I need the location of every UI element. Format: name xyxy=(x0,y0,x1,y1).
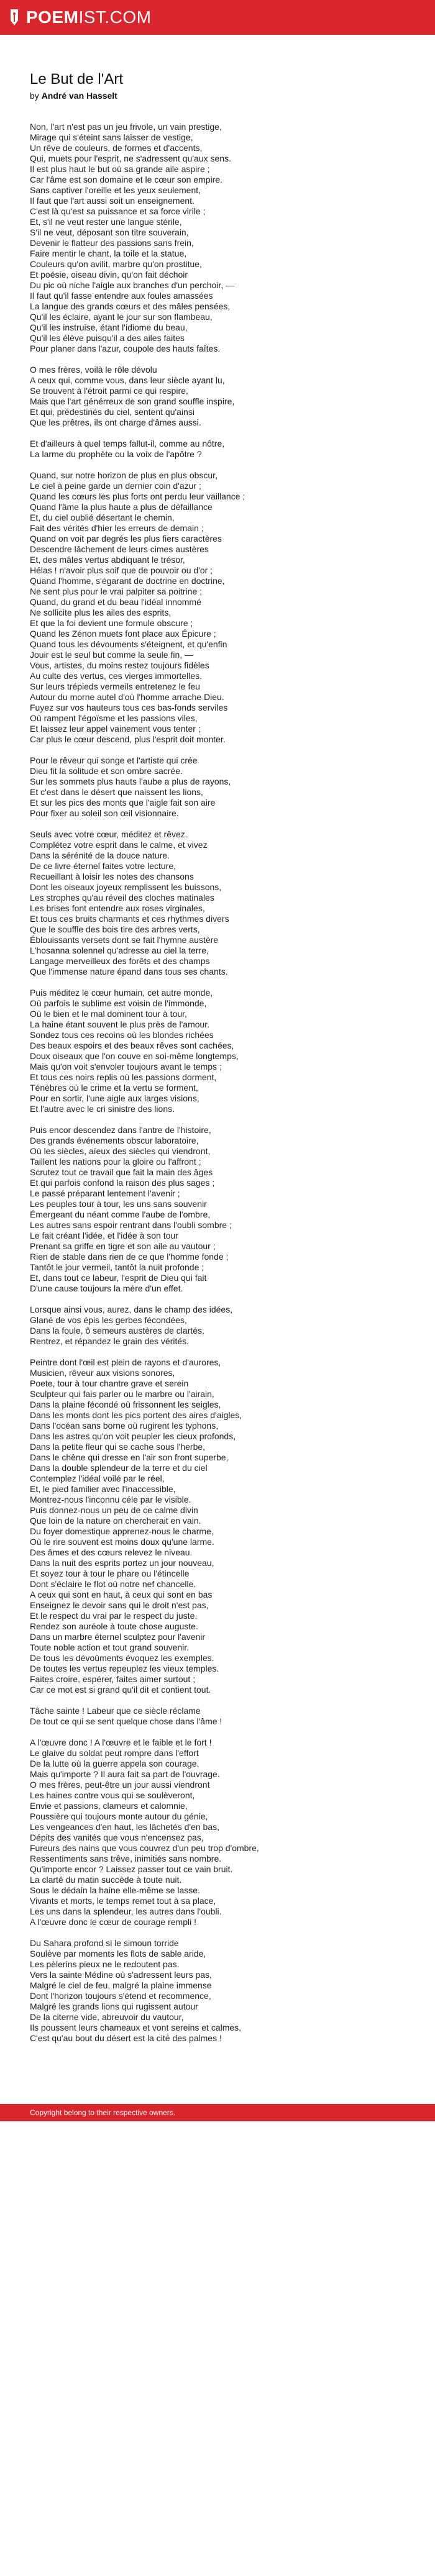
poem-line: Un rêve de couleurs, de formes et d'accents, xyxy=(30,143,203,153)
poem-line: Où le rire souvent est moins doux qu'une larme. xyxy=(30,1537,214,1547)
poem-line: Et qui parfois confond la raison des plus sages ; xyxy=(30,1178,215,1188)
stanza xyxy=(30,122,405,354)
byline-prefix: by xyxy=(30,91,39,101)
poem-line: Quand on voit par degrés les plus fiers caractères xyxy=(30,534,222,544)
stanza xyxy=(30,1938,405,2044)
poem-line: Car ce mot est si grand qu'il dit et contient tout. xyxy=(30,1685,211,1695)
poem-line: Sculpteur qui fais parler ou le marbre ou l'airain, xyxy=(30,1389,214,1399)
poem-line: Et sur les pics des monts que l'aigle fait son aire xyxy=(30,798,216,808)
poem-line: Contemplez l'idéal voilé par le réel, xyxy=(30,1473,165,1483)
poem-line: C'est là qu'est sa puissance et sa force virile ; xyxy=(30,206,206,216)
poem-line: Dans un marbre éternel sculptez pour l'avenir xyxy=(30,1632,206,1642)
stanza xyxy=(30,755,405,819)
poem-line: Dans la nuit des esprits portez un jour nouveau, xyxy=(30,1558,214,1568)
poem-line: La clarté du matin succède à toute nuit. xyxy=(30,1875,182,1885)
poem-line: Sans captiver l'oreille et les yeux seulement, xyxy=(30,185,201,195)
poem-line: Du Sahara profond si le simoun torride xyxy=(30,1938,179,1948)
poem-line: Que loin de la nature on chercherait en vain. xyxy=(30,1516,201,1526)
poem-line: Quand les Zénon muets font place aux Épicure ; xyxy=(30,629,216,639)
poem-line: Autour du morne autel d'où l'homme arrache Dieu. xyxy=(30,692,224,702)
stanza xyxy=(30,1706,405,1727)
poem-line: Se trouvent à l'étroit parmi ce qui respire, xyxy=(30,386,188,396)
stanza xyxy=(30,1125,405,1294)
poem-line: Il faut qu'il fasse entendre aux foules amassées xyxy=(30,291,213,301)
poem-line: Quand, du grand et du beau l'idéal innommé xyxy=(30,597,201,607)
poem-body xyxy=(30,122,405,2044)
poem-line: Prenant sa griffe en tigre et son aile au vautour ; xyxy=(30,1241,216,1251)
poem-line: Envie et passions, clameurs et calomnie, xyxy=(30,1801,188,1811)
poem-line: Qu'importe encor ? Laissez passer tout ce vain bruit. xyxy=(30,1864,233,1874)
poem-line: Et le respect du vrai par le respect du juste. xyxy=(30,1611,198,1621)
poem-line: Et, dans tout ce labeur, l'esprit de Dieu qui fait xyxy=(30,1273,207,1283)
poem-line: Les brises font entendre aux roses virginales, xyxy=(30,903,205,913)
poem-line: Fureurs des nains que vous couvrez d'un peu trop d'ombre, xyxy=(30,1843,259,1853)
poem-line: Quand tous les dévouments s'éteignent, et qu'enfin xyxy=(30,639,227,649)
poem-line: Musicien, rêveur aux visions sonores, xyxy=(30,1368,175,1378)
poem-line: Mirage qui s'éteint sans laisser de vestige, xyxy=(30,132,193,142)
poem-line: Glané de vos épis les gerbes fécondées, xyxy=(30,1315,187,1325)
poem-line: Rendez son auréole à toute chose auguste. xyxy=(30,1621,198,1631)
poem-line: Fait des vérités d'hier les erreurs de demain ; xyxy=(30,523,204,533)
poem-line: Puis encor descendez dans l'antre de l'histoire, xyxy=(30,1125,211,1135)
stanza xyxy=(30,439,405,460)
poem-line: O mes frères, voilà le rôle dévolu xyxy=(30,365,157,375)
poem-line: Lorsque ainsi vous, aurez, dans le champ des idées, xyxy=(30,1304,233,1314)
stanza xyxy=(30,365,405,428)
poem-line: Soulève par moments les flots de sable aride, xyxy=(30,1949,206,1959)
poem-line: Le passé préparant lentement l'avenir ; xyxy=(30,1188,180,1198)
stanza xyxy=(30,1304,405,1347)
poem-line: Pour planer dans l'azur, coupole des hauts faîtes. xyxy=(30,344,221,353)
poem-line: Vous, artistes, du moins restez toujours fidèles xyxy=(30,660,209,670)
poem-line: Il faut que l'art aussi soit un enseignement. xyxy=(30,196,195,206)
poem-line: Le fait créant l'idée, et l'idée à son tour xyxy=(30,1231,178,1240)
poem-line: Ténèbres où le crime et la vertu se forment, xyxy=(30,1083,198,1093)
poem-line: De la citerne vide, abreuvoir du vautour, xyxy=(30,2012,184,2022)
poem-line: Et, du ciel oublié désertant le chemin, xyxy=(30,512,175,522)
poem-line: Et, des mâles vertus abdiquant le trésor, xyxy=(30,555,185,565)
poem-line: Et poésie, oiseau divin, qu'on fait déchoir xyxy=(30,270,188,280)
poem-line: Du foyer domestique apprenez-nous le charme, xyxy=(30,1526,214,1536)
poem-line: Hélas ! n'avoir plus soif que de pouvoir ou d'or ; xyxy=(30,565,213,575)
poem-line: Et qui, prédestinés du ciel, sentent qu'ainsi xyxy=(30,407,195,417)
poem-line: Quand, sur notre horizon de plus en plus obscur, xyxy=(30,470,218,480)
poem-line: A l'œuvre donc le cœur de courage rempli ! xyxy=(30,1917,197,1927)
poem-line: Quand l'âme la plus haute a plus de défaillance xyxy=(30,502,213,512)
poem-line: Il est plus haut le but où sa grande aile aspire ; xyxy=(30,164,210,174)
poem-line: Puis méditez le cœur humain, cet autre monde, xyxy=(30,988,213,998)
poem-line: Et l'autre avec le cri sinistre des lions. xyxy=(30,1104,175,1114)
poem-line: Poussière qui toujours monte autour du génie, xyxy=(30,1811,208,1821)
poem-line: Enseignez le devoir sans qui le droit n'est pas, xyxy=(30,1600,209,1610)
poem-line: Au culte des vertus, ces vierges immortelles. xyxy=(30,671,202,681)
poem-line: Vivants et morts, le temps remet tout à sa place, xyxy=(30,1896,216,1906)
poem-line: Dans les monts dont les pics portent des aires d'aigles, xyxy=(30,1410,242,1420)
poem-line: La haine étant souvent le plus près de l'amour. xyxy=(30,1019,210,1029)
poem-line: Qui, muets pour l'esprit, ne s'adressent qu'aux sens. xyxy=(30,153,231,163)
poem-line: Où le bien et le mal dominent tour à tour, xyxy=(30,1009,187,1019)
copyright-text: Copyright belong to their respective owners. xyxy=(30,2108,176,2117)
poem-line: De toutes les vertus repeuplez les vieux temples. xyxy=(30,1663,219,1673)
poem-line: De tout ce qui se sent quelque chose dans l'âme ! xyxy=(30,1716,222,1726)
poem-line: Ils poussent leurs chameaux et vont sereins et calmes, xyxy=(30,2023,242,2032)
poem-line: Toute noble action et tout grand souvenir. xyxy=(30,1642,190,1652)
poem-line: Dépits des vanités que vous n'encensez pas, xyxy=(30,1832,204,1842)
poem-container xyxy=(0,35,435,2079)
poem-line: Puis donnez-nous un peu de ce calme divin xyxy=(30,1505,198,1515)
poem-line: Mais qu'importe ? Il aura fait sa part de l'ouvrage. xyxy=(30,1769,220,1779)
poem-line: Sur leurs trépieds vermeils entretenez le feu xyxy=(30,681,200,691)
poem-line: Et tous ces bruits charmants et ces rhythmes divers xyxy=(30,914,229,924)
poem-line: Et tous ces noirs replis où les passions dorment, xyxy=(30,1072,217,1082)
poem-line: Tâche sainte ! Labeur que ce siècle réclame xyxy=(30,1706,201,1716)
poem-line: Dans la sérénité de la douce nature. xyxy=(30,850,170,860)
poem-line: A l'œuvre donc ! A l'œuvre et le faible et le fort ! xyxy=(30,1737,212,1747)
poem-line: Quand l'homme, s'égarant de doctrine en doctrine, xyxy=(30,576,225,586)
poem-line: Et, s'il ne veut rester une langue stérile, xyxy=(30,217,182,227)
poem-line: A ceux qui, comme vous, dans leur siècle ayant lu, xyxy=(30,375,225,385)
poem-title: Le But de l'Art xyxy=(30,71,123,88)
poem-line: Rentrez, et répandez le grain des vérités. xyxy=(30,1336,190,1346)
poem-line: Langage merveilleux des forêts et des champs xyxy=(30,956,210,966)
poem-line: Et que la foi devient une formule obscure ; xyxy=(30,618,193,628)
poem-line: Dans la double splendeur de la terre et du ciel xyxy=(30,1463,208,1473)
poem-line: Où parfois le sublime est voisin de l'immonde, xyxy=(30,998,207,1008)
poem-line: Montrez-nous l'inconnu céle par le visible. xyxy=(30,1495,191,1504)
poem-line: Les pèlerins pieux ne le redoutent pas. xyxy=(30,1959,180,1969)
poem-line: Sondez tous ces recoins où les blondes richées xyxy=(30,1030,214,1040)
poem-line: Ne sent plus pour le vrai palpiter sa poitrine ; xyxy=(30,586,203,596)
poem-line: Seuls avec votre cœur, méditez et rêvez. xyxy=(30,829,188,839)
poem-line: Dans la petite fleur qui se cache sous l'herbe, xyxy=(30,1442,206,1452)
quill-logo-icon[interactable] xyxy=(9,8,20,27)
poem-line: Du pic où niche l'aigle aux branches d'un perchoir, — xyxy=(30,280,235,290)
poem-line: De la lutte où la guerre appela son courage. xyxy=(30,1759,199,1768)
poem-line: Devenir le flatteur des passions sans frein, xyxy=(30,238,194,248)
poem-line: Dans les astres qu'on voit peupler les cieux profonds, xyxy=(30,1431,236,1441)
stanza xyxy=(30,988,405,1114)
poem-line: Pour en sortir, l'une aigle aux larges visions, xyxy=(30,1093,199,1103)
poem-line: Scrutez tout ce travail que fait la main des âges xyxy=(30,1167,213,1177)
poem-line: Complétez votre esprit dans le calme, et vivez xyxy=(30,840,208,850)
poem-line: Et laissez leur appel vainement vous tenter ; xyxy=(30,724,201,734)
poem-line: L'hosanna solennel qu'adresse au ciel la terre, xyxy=(30,945,209,955)
poem-line: Peintre dont l'œil est plein de rayons et d'aurores, xyxy=(30,1357,221,1367)
stanza xyxy=(30,1737,405,1927)
poem-line: Ne sollicite plus les ailes des esprits, xyxy=(30,608,172,617)
poem-line: O mes frères, peut-être un jour aussi viendront xyxy=(30,1780,210,1790)
poem-line: Taillent les nations pour la gloire ou l'affront ; xyxy=(30,1157,201,1167)
poem-line: Qu'il les élève puisqu'il a des ailes faites xyxy=(30,333,185,343)
poem-line: Rien de stable dans rien de ce que l'homme fonde ; xyxy=(30,1252,229,1262)
poem-line: La langue des grands cœurs et des mâles pensées, xyxy=(30,301,231,311)
poem-line: Où rampent l'égoïsme et les passions viles, xyxy=(30,713,198,723)
poem-line: A ceux qui sont en haut, à ceux qui sont en bas xyxy=(30,1590,213,1600)
poem-line: De ce livre éternel faites votre lecture, xyxy=(30,861,176,871)
byline xyxy=(30,91,405,101)
poem-line: Des grands événements obscur laboratoire, xyxy=(30,1136,199,1145)
poem-line: Sous le dédain la haine elle-même se lasse. xyxy=(30,1885,200,1895)
poem-line: Dans le chêne qui dresse en l'air son front superbe, xyxy=(30,1452,229,1462)
poem-line: Mais que l'art générreux de son grand souffle inspire, xyxy=(30,396,235,406)
poem-line: Tantôt le jour vermeil, tantôt la nuit profonde ; xyxy=(30,1262,204,1272)
poem-line: Malgré le ciel de feu, malgré la plaine immense xyxy=(30,1980,212,1990)
poem-line: Les peuples tour à tour, les uns sans souvenir xyxy=(30,1199,207,1209)
poem-line: Pour fixer au soleil son œil visionnaire. xyxy=(30,808,179,818)
poem-line: Faites croire, espérer, faites aimer surtout ; xyxy=(30,1674,196,1684)
poem-line: La larme du prophète ou la voix de l'apôtre ? xyxy=(30,449,202,459)
poem-line: Non, l'art n'est pas un jeu frivole, un vain prestige, xyxy=(30,122,222,132)
site-header xyxy=(0,0,435,35)
poem-line: Fuyez sur vos hauteurs tous ces bas-fonds serviles xyxy=(30,703,228,712)
poem-line: Pour le rêveur qui songe et l'artiste qui crée xyxy=(30,755,198,765)
author-link[interactable]: André van Hasselt xyxy=(41,91,117,101)
poem-line: Faire mentir le chant, la toile et la statue, xyxy=(30,248,187,258)
poem-line: Recueillant à loisir les notes des chansons xyxy=(30,872,194,881)
poem-line: Les strophes qu'au réveil des cloches matinales xyxy=(30,893,214,903)
poem-line: Malgré les grands lions qui rugissent autour xyxy=(30,2001,198,2011)
poem-line: Où les siècles, aïeux des siècles qui viendront, xyxy=(30,1146,211,1156)
poem-line: Doux oiseaux que l'on couve en soi-même longtemps, xyxy=(30,1051,239,1061)
poem-line: Jouir est le seul but comme la seule fin, — xyxy=(30,650,194,660)
poem-line: Mais qu'on voit s'envoler toujours avant le temps ; xyxy=(30,1062,222,1072)
poem-line: Que le souffle des bois tire des arbres verts, xyxy=(30,924,200,934)
stanza xyxy=(30,470,405,745)
poem-line: Et soyez tour à tour le phare ou l'étincelle xyxy=(30,1568,190,1578)
poem-line: Et d'ailleurs à quel temps fallut-il, comme au nôtre, xyxy=(30,439,225,448)
site-logo[interactable]: POEMIST.COM xyxy=(26,7,152,27)
poem-line: Couleurs qu'on avilit, marbre qu'on prostitue, xyxy=(30,259,202,269)
poem-line: Dont les oiseaux joyeux remplissent les buissons, xyxy=(30,882,222,892)
poem-line: Qu'il les instruise, étant l'idiome du beau, xyxy=(30,322,188,332)
poem-line: C'est qu'au bout du désert est la cité des palmes ! xyxy=(30,2033,222,2043)
poem-line: D'une cause toujours la mère d'un effet. xyxy=(30,1283,183,1293)
poem-line: Les vengeances d'en haut, les lâchetés d'en bas, xyxy=(30,1822,220,1832)
poem-line: Poete, tour à tour chantre grave et serein xyxy=(30,1378,189,1388)
stanza xyxy=(30,829,405,977)
poem-line: Éblouissants versets dont se fait l'hymne austère xyxy=(30,935,219,945)
poem-line: Dans la foule, ô semeurs austères de clartés, xyxy=(30,1326,204,1336)
poem-line: Dont s'éclaire le flot où notre nef chancelle. xyxy=(30,1579,196,1589)
poem-line: Des âmes et des cœurs relevez le niveau. xyxy=(30,1547,193,1557)
poem-line: Descendre lâchement de leurs cimes austères xyxy=(30,544,209,554)
poem-line: Les autres sans espoir rentrant dans l'oubli sombre ; xyxy=(30,1220,232,1230)
poem-line: Les uns dans la splendeur, les autres dans l'oubli. xyxy=(30,1906,222,1916)
poem-line: Les haines contre vous qui se soulèveront, xyxy=(30,1790,195,1800)
poem-line: S'il ne veut, déposant son titre souverain, xyxy=(30,227,189,237)
poem-line: Dans l'océan sans borne où rugirent les typhons, xyxy=(30,1421,219,1431)
poem-line: Le ciel à peine garde un dernier coin d'azur ; xyxy=(30,481,201,491)
poem-line: De tous les dévoûments évoquez les exemples. xyxy=(30,1653,214,1663)
poem-line: Que l'immense nature épand dans tous ses chants. xyxy=(30,967,228,976)
poem-line: Le glaive du soldat peut rompre dans l'effort xyxy=(30,1748,199,1758)
poem-line: Dont l'horizon toujours s'étend et recommence, xyxy=(30,1991,211,2001)
poem-line: Et, le pied familier avec l'inaccessible, xyxy=(30,1484,176,1494)
poem-line: Car plus le cœur descend, plus l'esprit doit monter. xyxy=(30,734,226,744)
poem-line: Dieu fit la solitude et son ombre sacrée. xyxy=(30,766,183,776)
poem-line: Et c'est dans le désert que naissent les lions, xyxy=(30,787,203,797)
poem-line: Sur les sommets plus hauts l'aube a plus de rayons, xyxy=(30,776,231,786)
poem-line: Émergeant du néant comme l'aube de l'ombre, xyxy=(30,1209,211,1219)
poem-line: Car l'âme est son domaine et le cœur son empire. xyxy=(30,175,223,184)
poem-line: Quand les cœurs les plus forts ont perdu leur vaillance ; xyxy=(30,491,245,501)
poem-line: Des beaux espoirs et des beaux rêves sont cachées, xyxy=(30,1040,234,1050)
poem-line: Dans la plaine fécondé où frissonnent les seigles, xyxy=(30,1400,221,1409)
poem-line: Ressentiments sans trêve, inimitiés sans nombre. xyxy=(30,1854,222,1864)
poem-line: Qu'il les éclaire, ayant le jour sur son flambeau, xyxy=(30,312,213,322)
stanza xyxy=(30,1357,405,1695)
poem-line: Vers la sainte Médine où s'adressent leurs pas, xyxy=(30,1970,212,1980)
poem-line: Que les prêtres, ils ont charge d'âmes aussi. xyxy=(30,417,201,427)
site-footer xyxy=(0,2104,435,2121)
